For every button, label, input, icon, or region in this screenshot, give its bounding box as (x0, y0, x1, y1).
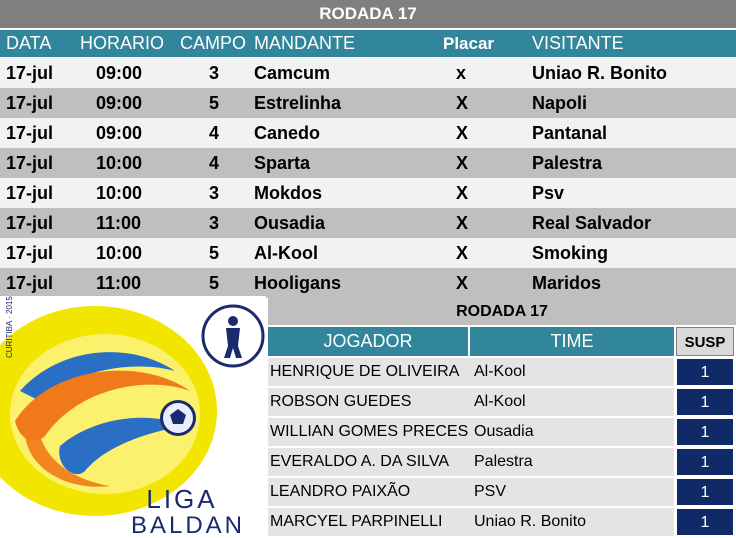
match-date: 17-jul (6, 63, 54, 83)
player-name: MARCYEL PARPINELLI (268, 508, 470, 538)
table-row (0, 208, 736, 238)
match-home: Ousadia (254, 213, 326, 233)
match-time: 11:00 (96, 213, 142, 233)
match-away: Napoli (532, 93, 588, 113)
table-row (0, 268, 736, 298)
player-team: Ousadia (470, 418, 674, 448)
match-date: 17-jul (6, 243, 54, 263)
match-score: X (456, 243, 469, 263)
table-row (0, 148, 736, 178)
match-away: Pantanal (532, 123, 608, 143)
player-team: Palestra (470, 448, 674, 478)
match-time: 10:00 (96, 153, 143, 173)
suspension-count: 1 (676, 508, 734, 536)
match-score: X (456, 93, 469, 113)
player-team: Al-Kool (470, 388, 674, 418)
match-away: Real Salvador (532, 213, 652, 233)
match-score: X (456, 213, 469, 233)
player-name: EVERALDO A. DA SILVA (268, 448, 470, 478)
match-time: 10:00 (96, 243, 143, 263)
player-name: HENRIQUE DE OLIVEIRA (268, 358, 470, 388)
table-row (0, 178, 736, 208)
logo-badge-text: CURITIBA · 2015 (5, 296, 14, 358)
col-time: TIME (470, 327, 674, 356)
match-home: Estrelinha (254, 93, 342, 113)
match-field: 3 (209, 63, 220, 83)
col-jogador: JOGADOR (268, 327, 468, 356)
match-field: 3 (209, 213, 220, 233)
match-home: Sparta (254, 153, 311, 173)
col-horario: HORARIO (80, 33, 165, 53)
match-date: 17-jul (6, 273, 54, 293)
col-susp: SUSP (676, 327, 734, 356)
player-team: Al-Kool (470, 358, 674, 388)
match-score: X (456, 183, 469, 203)
match-home: Canedo (254, 123, 321, 143)
suspension-title: RODADA 17 (268, 298, 736, 325)
table-row (0, 118, 736, 148)
match-date: 17-jul (6, 153, 54, 173)
match-field: 5 (209, 273, 220, 293)
match-field: 4 (209, 123, 220, 143)
suspension-count: 1 (676, 358, 734, 386)
match-away: Psv (532, 183, 565, 203)
suspension-count: 1 (676, 418, 734, 446)
match-away: Smoking (532, 243, 609, 263)
match-time: 11:00 (96, 273, 142, 293)
match-date: 17-jul (6, 93, 54, 113)
player-team: PSV (470, 478, 674, 508)
match-date: 17-jul (6, 213, 54, 233)
player-name: WILLIAN GOMES PRECES (268, 418, 470, 448)
match-home: Hooligans (254, 273, 342, 293)
match-date: 17-jul (6, 123, 54, 143)
match-time: 09:00 (96, 63, 143, 83)
player-team: Uniao R. Bonito (470, 508, 674, 538)
col-placar: Placar (443, 34, 495, 53)
round-title: RODADA 17 (0, 0, 736, 28)
table-row (0, 238, 736, 268)
schedule-header (0, 30, 736, 57)
match-score: X (456, 153, 469, 173)
table-row (0, 58, 736, 88)
suspension-count: 1 (676, 448, 734, 476)
match-home: Mokdos (254, 183, 323, 203)
match-score: X (456, 123, 469, 143)
suspension-count: 1 (676, 478, 734, 506)
logo-baldan-text: BALDAN (130, 512, 246, 537)
col-data: DATA (6, 33, 52, 53)
match-home: Al-Kool (254, 243, 318, 263)
match-away: Uniao R. Bonito (532, 63, 667, 83)
match-score: x (456, 63, 467, 83)
match-away: Palestra (532, 153, 603, 173)
player-name: ROBSON GUEDES (268, 388, 470, 418)
match-score: X (456, 273, 469, 293)
col-mandante: MANDANTE (254, 33, 356, 53)
match-field: 5 (209, 93, 220, 113)
match-time: 10:00 (96, 183, 143, 203)
match-home: Camcum (254, 63, 331, 83)
logo-liga-text: LIGA (146, 484, 218, 514)
col-campo: CAMPO (180, 33, 247, 53)
col-visitante: VISITANTE (532, 33, 624, 53)
match-field: 5 (209, 243, 220, 263)
match-time: 09:00 (96, 123, 143, 143)
table-row (0, 88, 736, 118)
match-away: Maridos (532, 273, 602, 293)
liga-baldan-logo (0, 296, 266, 537)
match-date: 17-jul (6, 183, 54, 203)
match-time: 09:00 (96, 93, 143, 113)
liga-logo-graphic (0, 296, 266, 537)
player-name: LEANDRO PAIXÃO (268, 478, 470, 508)
suspension-count: 1 (676, 388, 734, 416)
match-field: 4 (209, 153, 220, 173)
match-field: 3 (209, 183, 220, 203)
